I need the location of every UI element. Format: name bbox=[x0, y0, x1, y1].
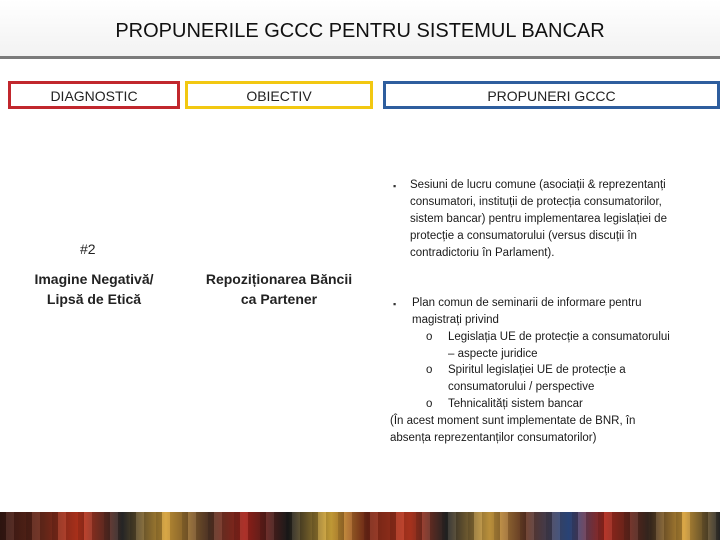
obiectiv-text bbox=[185, 269, 373, 309]
diagnostic-text bbox=[8, 269, 180, 309]
sub-item-1-line-1: Legislația UE de protecție a consumatorului bbox=[448, 331, 670, 343]
diagnostic-line-1: Imagine Negativă/ bbox=[34, 271, 154, 287]
proposal-note-line-2: absența reprezentanților consumatorilor) bbox=[390, 432, 597, 444]
item-number: #2 bbox=[80, 241, 96, 257]
sub-item-2 bbox=[448, 362, 712, 396]
sub-item-3-line-1: Tehnicalități sistem bancar bbox=[448, 398, 583, 410]
proposal-2-line-1: Plan comun de seminarii de informare pentru bbox=[412, 297, 642, 309]
proposal-item-2 bbox=[412, 295, 712, 329]
bullet-icon: ▪ bbox=[393, 299, 397, 309]
header-propuneri: PROPUNERI GCCC bbox=[383, 81, 720, 109]
header-diagnostic: DIAGNOSTIC bbox=[8, 81, 180, 109]
sub-bullet-icon: o bbox=[426, 364, 433, 376]
proposal-note-line-1: (În acest moment sunt implementate de BNR, în bbox=[390, 415, 636, 427]
photo-strip-shade bbox=[0, 512, 720, 540]
bullet-icon: ▪ bbox=[393, 181, 397, 191]
proposal-1-line: contradictoriu în Parlament). bbox=[410, 247, 555, 259]
page-title: PROPUNERILE GCCC PENTRU SISTEMUL BANCAR bbox=[115, 20, 605, 42]
diagnostic-line-2: Lipsă de Etică bbox=[46, 291, 142, 307]
proposal-1-line: consumatori, instituții de protecția consumatorilor, bbox=[410, 196, 662, 208]
proposal-2-line-2: magistrați privind bbox=[412, 314, 499, 326]
sub-bullet-icon: o bbox=[426, 398, 433, 410]
photo-strip-banner bbox=[0, 512, 720, 540]
sub-item-3 bbox=[448, 396, 712, 413]
obiectiv-line-2: ca Partener bbox=[240, 291, 318, 307]
sub-item-2-line-1: Spiritul legislației UE de protecție a bbox=[448, 364, 626, 376]
proposal-item-1 bbox=[410, 177, 716, 262]
proposal-1-line: sistem bancar) pentru implementarea legislației de bbox=[410, 213, 667, 225]
proposal-note bbox=[390, 413, 716, 447]
header-obiectiv: OBIECTIV bbox=[185, 81, 373, 109]
proposal-1-line: Sesiuni de lucru comune (asociații & reprezentanți bbox=[410, 179, 666, 191]
sub-item-1 bbox=[448, 329, 712, 363]
proposal-1-line: protecție a consumatorului (versus discuții în bbox=[410, 230, 637, 242]
sub-item-1-line-2: – aspecte juridice bbox=[448, 348, 538, 360]
sub-item-2-line-2: consumatorului / perspective bbox=[448, 381, 595, 393]
obiectiv-line-1: Repoziționarea Băncii bbox=[205, 271, 353, 287]
sub-bullet-icon: o bbox=[426, 331, 433, 343]
